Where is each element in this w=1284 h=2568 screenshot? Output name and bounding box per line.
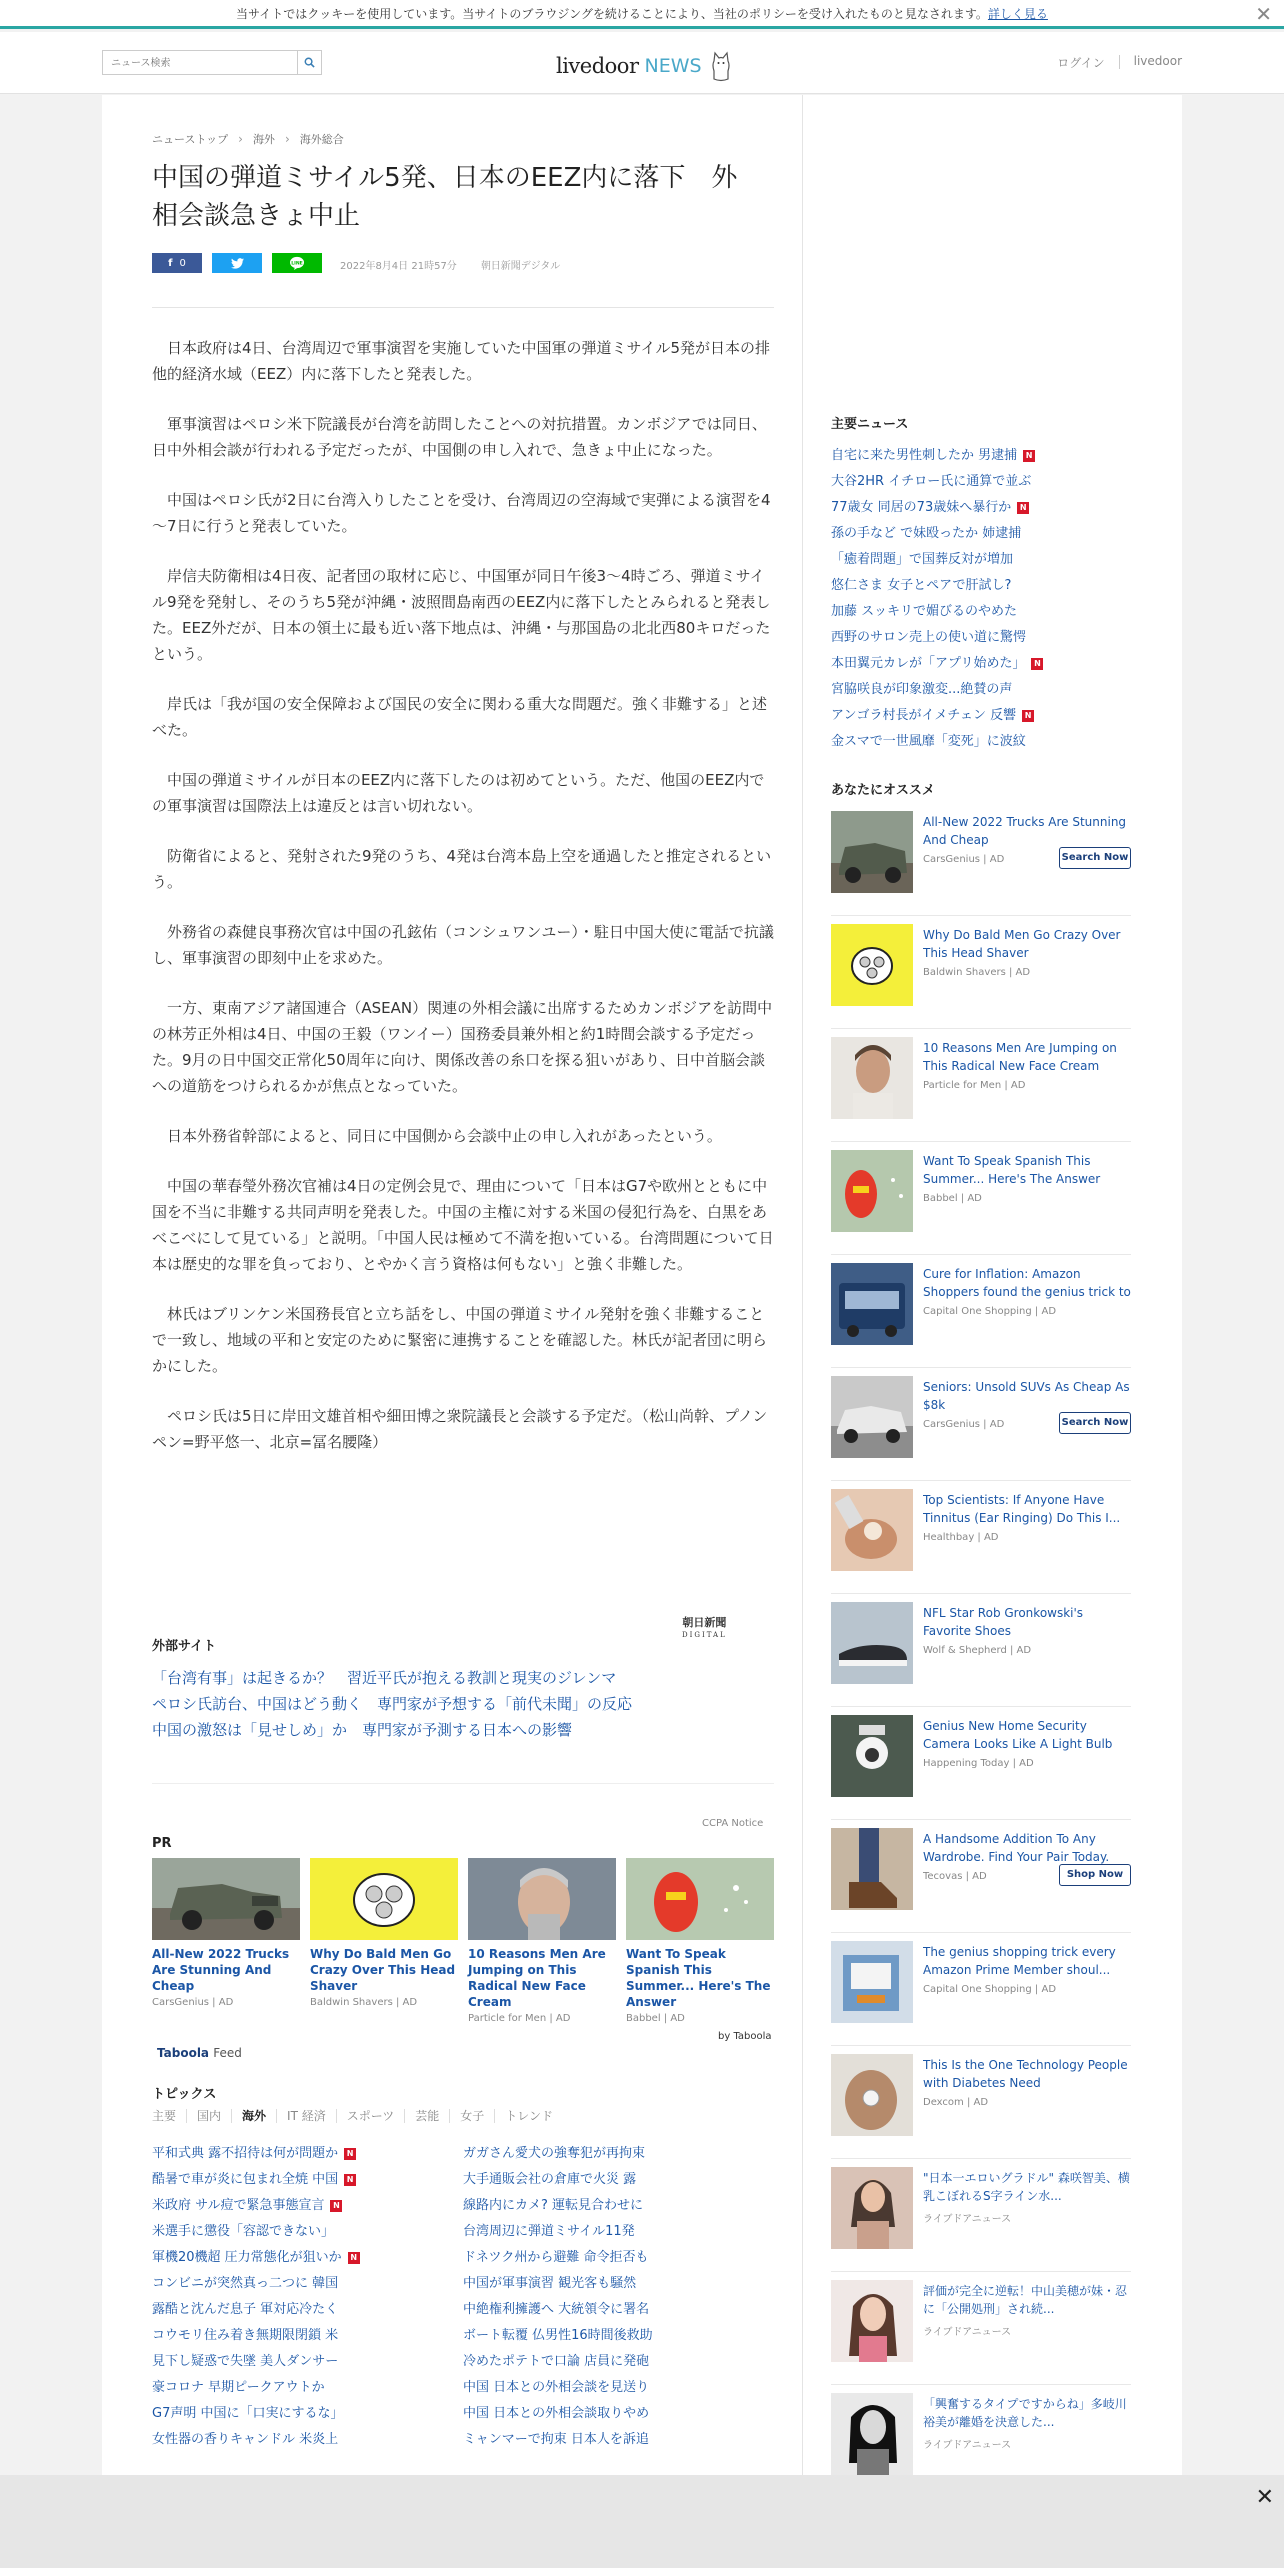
topic-link-text: 平和式典 露不招待は何が問題か bbox=[152, 2146, 339, 2161]
external-sites-title: 外部サイト bbox=[152, 1639, 217, 1654]
topic-link[interactable] bbox=[463, 2323, 774, 2349]
logo-livedoor: livedoor bbox=[556, 54, 639, 78]
divider bbox=[152, 1783, 774, 1784]
main-news-link-text: 西野のサロン売上の使い道に驚愕 bbox=[831, 630, 1027, 645]
recommend-card[interactable] bbox=[831, 1933, 1131, 2046]
close-icon[interactable]: ✕ bbox=[1255, 2485, 1274, 2510]
topic-link[interactable] bbox=[463, 2141, 774, 2167]
topic-link[interactable] bbox=[152, 2427, 463, 2453]
recommend-title: Top Scientists: If Anyone Have Tinnitus (Ear Ringing) Do This I... bbox=[923, 1493, 1121, 1525]
topic-link-text: 米選手に懲役「容認できない」 bbox=[152, 2224, 335, 2239]
topic-link[interactable] bbox=[463, 2193, 774, 2219]
external-link[interactable]: ペロシ氏訪台、中国はどう動く 専門家が予想する「前代未聞」の反応 bbox=[152, 1695, 633, 1713]
recommend-title: Seniors: Unsold SUVs As Cheap As $8k bbox=[923, 1380, 1130, 1412]
recommend-source: Capital One Shopping | AD bbox=[923, 1984, 1057, 1995]
recommend-source: Particle for Men | AD bbox=[923, 1080, 1026, 1091]
recommend-card[interactable] bbox=[831, 1255, 1131, 1368]
recommend-source: Baldwin Shavers | AD bbox=[923, 967, 1031, 978]
recommend-card[interactable] bbox=[831, 916, 1131, 1029]
topic-link[interactable] bbox=[463, 2245, 774, 2271]
recommend-title: "日本一エロいグラドル" 森咲智美、横乳こぼれるS字ライン水... bbox=[923, 2171, 1130, 2203]
recommend-card[interactable] bbox=[831, 2159, 1131, 2272]
share-buttons bbox=[152, 253, 322, 273]
taboola-logo-feed: Feed bbox=[213, 2046, 242, 2060]
nav-divider bbox=[1119, 55, 1120, 69]
topics-tab[interactable]: 国内 bbox=[186, 2109, 231, 2123]
topic-link-text: コウモリ住み着き無期限閉鎖 米 bbox=[152, 2328, 339, 2343]
pr-card[interactable] bbox=[152, 1858, 300, 2024]
recommend-title: Cure for Inflation: Amazon Shoppers found the genius trick to bbox=[923, 1267, 1131, 1299]
topics-tab[interactable]: トレンド bbox=[494, 2109, 563, 2123]
main-news-link-text: アンゴラ村長がイメチェン 反響 bbox=[831, 708, 1017, 723]
main-news-link-text: 77歳女 同居の73歳妹へ暴行か bbox=[831, 500, 1012, 515]
external-link[interactable]: 中国の激怒は「見せしめ」か 専門家が予測する日本への影響 bbox=[152, 1721, 573, 1739]
topic-link-text: 中国 日本との外相会談を見送り bbox=[463, 2380, 650, 2395]
topics-tab[interactable]: 芸能 bbox=[404, 2109, 449, 2123]
topic-link[interactable] bbox=[152, 2141, 463, 2167]
recommend-source: CarsGenius | AD bbox=[923, 1419, 1005, 1430]
main-news-link-text: 大谷2HR イチロー氏に通算で並ぶ bbox=[831, 474, 1032, 489]
main-news-link[interactable] bbox=[831, 729, 1161, 755]
new-badge-icon: N bbox=[1022, 710, 1034, 722]
external-link[interactable]: 「台湾有事」は起きるか？ 習近平氏が抱える教訓と現実のジレンマ bbox=[152, 1669, 617, 1687]
main-news-link[interactable] bbox=[831, 495, 1161, 521]
main-news-link[interactable] bbox=[831, 651, 1161, 677]
recommend-thumbnail bbox=[831, 1263, 913, 1345]
recommend-card[interactable] bbox=[831, 1481, 1131, 1594]
recommend-cta-button[interactable]: Shop Now bbox=[1059, 1864, 1131, 1886]
topic-link-text: ドネツク州から避難 命令拒否も bbox=[463, 2250, 649, 2265]
recommend-source: CarsGenius | AD bbox=[923, 854, 1005, 865]
topic-link[interactable] bbox=[463, 2167, 774, 2193]
asahi-digital-logo bbox=[682, 1617, 727, 1641]
main-news-link[interactable] bbox=[831, 599, 1161, 625]
pr-card-title: All-New 2022 Trucks Are Stunning And Cheap bbox=[152, 1947, 290, 1993]
recommend-thumbnail bbox=[831, 1376, 913, 1458]
logo-news: NEWS bbox=[644, 55, 702, 77]
topic-link[interactable] bbox=[463, 2297, 774, 2323]
line-icon bbox=[289, 256, 305, 270]
recommend-source: Capital One Shopping | AD bbox=[923, 1306, 1057, 1317]
new-badge-icon: N bbox=[1023, 450, 1035, 462]
pr-card-title: Why Do Bald Men Go Crazy Over This Head Shaver bbox=[310, 1947, 456, 1993]
search-input[interactable] bbox=[103, 52, 293, 75]
topic-link-text: 中国が軍事演習 観光客も騒然 bbox=[463, 2276, 637, 2291]
article-paragraph: 防衛省によると、発射された9発のうち、4発は台湾本島上空を通過したと推定されるという。 bbox=[152, 847, 772, 891]
recommend-card[interactable] bbox=[831, 1142, 1131, 1255]
new-badge-icon: N bbox=[1031, 658, 1043, 670]
source-logo-sub: DIGITAL bbox=[682, 1631, 727, 1639]
pr-card-source: Baldwin Shavers | AD bbox=[310, 1997, 418, 2008]
recommend-thumbnail bbox=[831, 2393, 913, 2475]
recommend-card[interactable] bbox=[831, 1594, 1131, 1707]
topics-title: トピックス bbox=[152, 2087, 217, 2102]
recommend-thumbnail bbox=[831, 1037, 913, 1119]
topic-link-text: 露酷と沈んだ息子 軍対応冷たく bbox=[152, 2302, 339, 2317]
main-news-link[interactable] bbox=[831, 443, 1161, 469]
breadcrumb-overseas-general[interactable]: 海外総合 bbox=[299, 133, 344, 146]
topic-link[interactable] bbox=[152, 2167, 463, 2193]
recommend-title: NFL Star Rob Gronkowski's Favorite Shoes bbox=[923, 1606, 1084, 1638]
search-icon bbox=[304, 57, 315, 68]
main-news-link-text: 「癒着問題」で国葬反対が増加 bbox=[831, 552, 1014, 567]
cookie-close-icon[interactable]: ✕ bbox=[1255, 2, 1272, 26]
topics-tab[interactable]: 主要 bbox=[152, 2109, 177, 2123]
topic-link[interactable] bbox=[463, 2375, 774, 2401]
article-paragraph: 一方、東南アジア諸国連合（ASEAN）関連の外相会議に出席するためカンボジアを訪問中の林芳正外相は4日、中国の王毅（ワンイー）国務委員兼外相と約1時間会談する予定だった。9月の日中国交正常化50周年に向け、関係改善の糸口を探る狙いがあり、日中首脳会談への道筋をつけられるかが焦点となっていた。 bbox=[152, 999, 773, 1095]
article-paragraph: 林氏はブリンケン米国務長官と立ち話をし、中国の弾道ミサイル発射を強く非難することで一致し、地域の平和と安定のために緊密に連携することを確認した。林氏が記者団に明らかにした。 bbox=[152, 1305, 768, 1375]
topic-link-text: 台湾周辺に弾道ミサイル11発 bbox=[463, 2224, 635, 2239]
pr-grid bbox=[152, 1858, 774, 2024]
article-date: 2022年8月4日 21時57分 bbox=[340, 261, 457, 272]
recommend-source: ライブドアニュース bbox=[923, 2214, 1012, 2225]
main-news-link-text: 自宅に来た男性刺したか 男逮捕 bbox=[831, 448, 1018, 463]
article-paragraph: 中国はペロシ氏が2日に台湾入りしたことを受け、台湾周辺の空海域で実弾による演習を4～7日に行うと発表していた。 bbox=[152, 491, 771, 535]
topic-link-text: 中絶権利擁護へ 大統領令に署名 bbox=[463, 2302, 650, 2317]
pr-card-source: CarsGenius | AD bbox=[152, 1997, 234, 2008]
topic-link-text: ガガさん愛犬の強奪犯が再拘束 bbox=[463, 2146, 646, 2161]
recommend-title: The genius shopping trick every Amazon Prime Member shoul... bbox=[923, 1945, 1116, 1977]
cookie-banner bbox=[0, 0, 1284, 29]
taboola-feed-logo[interactable] bbox=[157, 2046, 242, 2060]
main-news-link[interactable] bbox=[831, 625, 1161, 651]
recommend-thumbnail bbox=[831, 2167, 913, 2249]
cookie-text: 当サイトではクッキーを使用しています。当サイトのブラウジングを続けることにより、当社のポリシーを受け入れたものと見なされます。 bbox=[236, 7, 988, 21]
main-news-link[interactable] bbox=[831, 547, 1161, 573]
recommend-title: A Handsome Addition To Any Wardrobe. Find Your Pair Today. bbox=[923, 1832, 1110, 1864]
topic-link[interactable] bbox=[463, 2427, 774, 2453]
topic-link-text: 中国 日本との外相会談取りやめ bbox=[463, 2406, 650, 2421]
chevron-right-icon: › bbox=[238, 132, 243, 146]
site-header bbox=[0, 32, 1284, 94]
article-title: 中国の弾道ミサイル5発、日本のEEZ内に落下 外相会談急きょ中止 bbox=[152, 163, 738, 231]
recommend-card[interactable] bbox=[831, 1368, 1131, 1481]
topics-list bbox=[152, 2141, 774, 2453]
recommend-card[interactable] bbox=[831, 2046, 1131, 2159]
recommend-source: Wolf & Shepherd | AD bbox=[923, 1645, 1032, 1656]
livedoor-link[interactable]: livedoor bbox=[1133, 54, 1182, 68]
spanish-image bbox=[626, 1858, 774, 1940]
topic-link[interactable] bbox=[463, 2271, 774, 2297]
topic-link[interactable] bbox=[463, 2349, 774, 2375]
breadcrumb bbox=[152, 131, 344, 147]
main-news-link[interactable] bbox=[831, 677, 1161, 703]
pr-card-source: Babbel | AD bbox=[626, 2013, 685, 2024]
main-news-link[interactable] bbox=[831, 703, 1161, 729]
topic-link-text: 女性器の香りキャンドル 米炎上 bbox=[152, 2432, 339, 2447]
topics-tabs bbox=[152, 2109, 563, 2123]
topics-left-column bbox=[152, 2141, 463, 2453]
ccpa-notice-link[interactable]: CCPA Notice bbox=[702, 1818, 764, 1829]
topic-link-text: コンビニが突然真っ二つに 韓国 bbox=[152, 2276, 339, 2291]
new-badge-icon: N bbox=[344, 2148, 356, 2160]
recommend-thumbnail bbox=[831, 2054, 913, 2136]
recommend-thumbnail bbox=[831, 811, 913, 893]
recommend-thumbnail bbox=[831, 1602, 913, 1684]
article-paragraph: 日本外務省幹部によると、同日に中国側から会談中止の申し入れがあったという。 bbox=[167, 1127, 722, 1145]
pr-card-title: Want To Speak Spanish This Summer... Here's The Answer bbox=[626, 1947, 771, 2009]
recommend-source: ライブドアニュース bbox=[923, 2440, 1012, 2451]
topic-link[interactable] bbox=[152, 2245, 463, 2271]
topic-link-text: 豪コロナ 早期ピークアウトか bbox=[152, 2380, 325, 2395]
topic-link-text: G7声明 中国に「口実にするな」 bbox=[152, 2406, 344, 2421]
recommend-thumbnail bbox=[831, 924, 913, 1006]
recommend-thumbnail bbox=[831, 1828, 913, 1910]
svg-text:LINE: LINE bbox=[291, 261, 303, 267]
recommend-thumbnail bbox=[831, 1150, 913, 1232]
recommend-title: 評価が完全に逆転！中山美穂が妹・忍に「公開処刑」され続... bbox=[923, 2284, 1128, 2316]
topic-link-text: 酷暑で車が炎に包まれ全焼 中国 bbox=[152, 2172, 339, 2187]
article-source[interactable]: 朝日新聞デジタル bbox=[480, 261, 561, 272]
topic-link-text: 大手通販会社の倉庫で火災 露 bbox=[463, 2172, 637, 2187]
chevron-right-icon: › bbox=[284, 132, 290, 146]
main-news-link[interactable] bbox=[831, 573, 1161, 599]
main-news-link-text: 悠仁さま 女子とペアで肝試し? bbox=[831, 578, 1012, 593]
shaver-image bbox=[310, 1858, 458, 1940]
article-body bbox=[152, 335, 774, 1479]
bottom-ad-bar bbox=[0, 2475, 1284, 2568]
topic-link-text: ボート転覆 仏男性16時間後救助 bbox=[463, 2328, 653, 2343]
main-news-list bbox=[831, 443, 1161, 755]
recommend-thumbnail bbox=[831, 1941, 913, 2023]
article-meta bbox=[340, 257, 560, 272]
login-link[interactable]: ログイン bbox=[1057, 56, 1105, 70]
site-logo[interactable] bbox=[556, 46, 732, 86]
recommend-card[interactable] bbox=[831, 1029, 1131, 1142]
article-paragraph: ペロシ氏は5日に岸田文雄首相や細田博之衆院議長と会談する予定だ。（松山尚幹、プノンペン=野平悠一、北京=冨名腰隆） bbox=[152, 1407, 768, 1451]
recommend-thumbnail bbox=[831, 1489, 913, 1571]
topics-tab[interactable]: スポーツ bbox=[336, 2109, 405, 2123]
topic-link[interactable] bbox=[152, 2375, 463, 2401]
recommend-card[interactable] bbox=[831, 2272, 1131, 2385]
man-face-image bbox=[468, 1858, 616, 1940]
recommend-title: Why Do Bald Men Go Crazy Over This Head Shaver bbox=[923, 928, 1121, 960]
main-news-title: 主要ニュース bbox=[831, 417, 909, 432]
search-box bbox=[102, 50, 322, 75]
topics-tab-active[interactable]: 海外 bbox=[231, 2109, 276, 2123]
pr-card[interactable] bbox=[310, 1858, 458, 2024]
recommend-title: あなたにオススメ bbox=[831, 783, 935, 798]
topic-link[interactable] bbox=[152, 2349, 463, 2375]
recommend-cta-button[interactable]: Search Now bbox=[1059, 1412, 1131, 1434]
pr-card[interactable] bbox=[468, 1858, 616, 2024]
header-nav bbox=[1057, 54, 1182, 71]
twitter-icon bbox=[231, 258, 244, 269]
topic-link[interactable] bbox=[152, 2193, 463, 2219]
topic-link-text: 見下し疑惑で失墜 美人ダンサー bbox=[152, 2354, 339, 2369]
line-share-button[interactable] bbox=[272, 253, 322, 273]
recommend-source: ライブドアニュース bbox=[923, 2327, 1012, 2338]
by-taboola-link[interactable]: by Taboola bbox=[718, 2031, 772, 2042]
new-badge-icon: N bbox=[1017, 502, 1029, 514]
topic-link-text: 米政府 サル痘で緊急事態宣言 bbox=[152, 2198, 325, 2213]
breadcrumb-top[interactable]: ニューストップ bbox=[152, 133, 229, 146]
article-paragraph: 外務省の森健良事務次官は中国の孔鉉佑（コンシュワンユー）・駐日中国大使に電話で抗議し、軍事演習の即刻中止を求めた。 bbox=[152, 923, 774, 967]
recommend-source: Tecovas | AD bbox=[923, 1871, 987, 1882]
main-news-link-text: 本田翼元カレが「アプリ始めた」 bbox=[831, 656, 1026, 671]
recommend-source: Happening Today | AD bbox=[923, 1758, 1034, 1769]
mascot-cat-icon bbox=[710, 49, 732, 83]
facebook-share-button[interactable] bbox=[152, 253, 202, 273]
cookie-more-link[interactable]: 詳しく見る bbox=[987, 7, 1048, 21]
facebook-icon: f bbox=[168, 257, 173, 269]
topic-link[interactable] bbox=[152, 2219, 463, 2245]
facebook-count: 0 bbox=[179, 257, 186, 269]
article-paragraph: 岸氏は「我が国の安全保障および国民の安全に関わる重大な問題だ。強く非難する」と述べた。 bbox=[152, 695, 768, 739]
recommend-title: 10 Reasons Men Are Jumping on This Radical New Face Cream bbox=[923, 1041, 1117, 1073]
divider bbox=[152, 307, 774, 308]
recommend-cta-button[interactable]: Search Now bbox=[1059, 847, 1131, 869]
source-logo-main: 朝日新聞 bbox=[682, 1616, 727, 1629]
article-paragraph: 日本政府は4日、台湾周辺で軍事演習を実施していた中国軍の弾道ミサイル5発が日本の排他的経済水域（EEZ）内に落下したと発表した。 bbox=[152, 339, 771, 383]
topic-link[interactable] bbox=[463, 2219, 774, 2245]
topics-tab[interactable]: 女子 bbox=[449, 2109, 494, 2123]
main-news-link[interactable] bbox=[831, 469, 1161, 495]
main-news-link-text: 加藤 スッキリで媚びるのやめた bbox=[831, 604, 1018, 619]
recommend-thumbnail bbox=[831, 2280, 913, 2362]
article-paragraph: 中国の華春瑩外務次官補は4日の定例会見で、理由について「日本はG7や欧州とともに中国を不当に非難する共同声明を発表した。中国の主権に対する米国の侵犯行為を、白黒をあべこべにして見ている」と説明。「中国人民は極めて不満を抱いている。台湾問題について日本は歴史的な罪を負っており、とやかく言う資格は何もない」と強く非難した。 bbox=[152, 1177, 774, 1273]
recommend-card[interactable] bbox=[831, 1707, 1131, 1820]
taboola-logo-main: Taboola bbox=[157, 2046, 210, 2060]
topic-link[interactable] bbox=[463, 2401, 774, 2427]
topic-link-text: 線路内にカメ? 運転見合わせに bbox=[463, 2198, 644, 2213]
recommend-title: Genius New Home Security Camera Looks Like A Light Bulb bbox=[923, 1719, 1113, 1751]
recommend-list bbox=[831, 803, 1131, 2498]
breadcrumb-overseas[interactable]: 海外 bbox=[252, 133, 275, 146]
main-news-link-text: 宮脇咲良が印象激変...絶賛の声 bbox=[831, 682, 1013, 697]
main-news-link-text: 孫の手など で妹殴ったか 姉逮捕 bbox=[831, 526, 1022, 541]
recommend-source: Healthbay | AD bbox=[923, 1532, 999, 1543]
article-paragraph: 中国の弾道ミサイルが日本のEEZ内に落下したのは初めてという。ただ、他国のEEZ内での軍事演習は国際法上は違反とは言い切れない。 bbox=[152, 771, 765, 815]
recommend-title: All-New 2022 Trucks Are Stunning And Cheap bbox=[923, 815, 1127, 847]
main-news-link-text: 金スマで一世風靡「変死」に波紋 bbox=[831, 734, 1026, 749]
topic-link[interactable] bbox=[152, 2401, 463, 2427]
search-button[interactable] bbox=[297, 51, 321, 74]
topic-link[interactable] bbox=[152, 2297, 463, 2323]
pr-title: PR bbox=[152, 1836, 172, 1851]
recommend-thumbnail bbox=[831, 1715, 913, 1797]
truck-image bbox=[152, 1858, 300, 1940]
article-paragraph: 岸信夫防衛相は4日夜、記者団の取材に応じ、中国軍が同日午後3～4時ごろ、弾道ミサイル9発を発射し、そのうち5発が沖縄・波照間島南西のEEZ内に落下したとみられると発表した。EEZ外だが、日本の領土に最も近い落下地点は、沖縄・与那国島の北北西80キロだったという。 bbox=[152, 567, 771, 663]
pr-card[interactable] bbox=[626, 1858, 774, 2024]
twitter-share-button[interactable] bbox=[212, 253, 262, 273]
pr-card-source: Particle for Men | AD bbox=[468, 2013, 571, 2024]
pr-card-title: 10 Reasons Men Are Jumping on This Radical New Face Cream bbox=[468, 1947, 606, 2009]
recommend-card[interactable] bbox=[831, 1820, 1131, 1933]
main-column bbox=[102, 95, 802, 2475]
topic-link[interactable] bbox=[152, 2323, 463, 2349]
new-badge-icon: N bbox=[330, 2200, 342, 2212]
topics-tab[interactable]: IT 経済 bbox=[276, 2109, 336, 2123]
topic-link-text: 冷めたポテトで口論 店員に発砲 bbox=[463, 2354, 650, 2369]
new-badge-icon: N bbox=[344, 2174, 356, 2186]
recommend-title: Want To Speak Spanish This Summer... Here's The Answer bbox=[923, 1154, 1101, 1186]
sidebar bbox=[802, 95, 1182, 2475]
recommend-title: 「興奮するタイプですからね」多岐川裕美が離婚を決意した... bbox=[923, 2397, 1127, 2429]
recommend-title: This Is the One Technology People with Diabetes Need bbox=[923, 2058, 1128, 2090]
topics-right-column bbox=[463, 2141, 774, 2453]
recommend-card[interactable] bbox=[831, 803, 1131, 916]
recommend-source: Babbel | AD bbox=[923, 1193, 982, 1204]
topic-link[interactable] bbox=[152, 2271, 463, 2297]
main-news-link[interactable] bbox=[831, 521, 1161, 547]
topic-link-text: ミャンマーで拘束 日本人を訴追 bbox=[463, 2432, 649, 2447]
new-badge-icon: N bbox=[348, 2252, 360, 2264]
article-paragraph: 軍事演習はペロシ米下院議長が台湾を訪問したことへの対抗措置。カンボジアでは同日、日中外相会談が行われる予定だったが、中国側の申し入れで、急きょ中止になった。 bbox=[152, 415, 767, 459]
topic-link-text: 軍機20機超 圧力常態化が狙いか bbox=[152, 2250, 342, 2265]
recommend-source: Dexcom | AD bbox=[923, 2097, 989, 2108]
external-links bbox=[152, 1665, 772, 1743]
